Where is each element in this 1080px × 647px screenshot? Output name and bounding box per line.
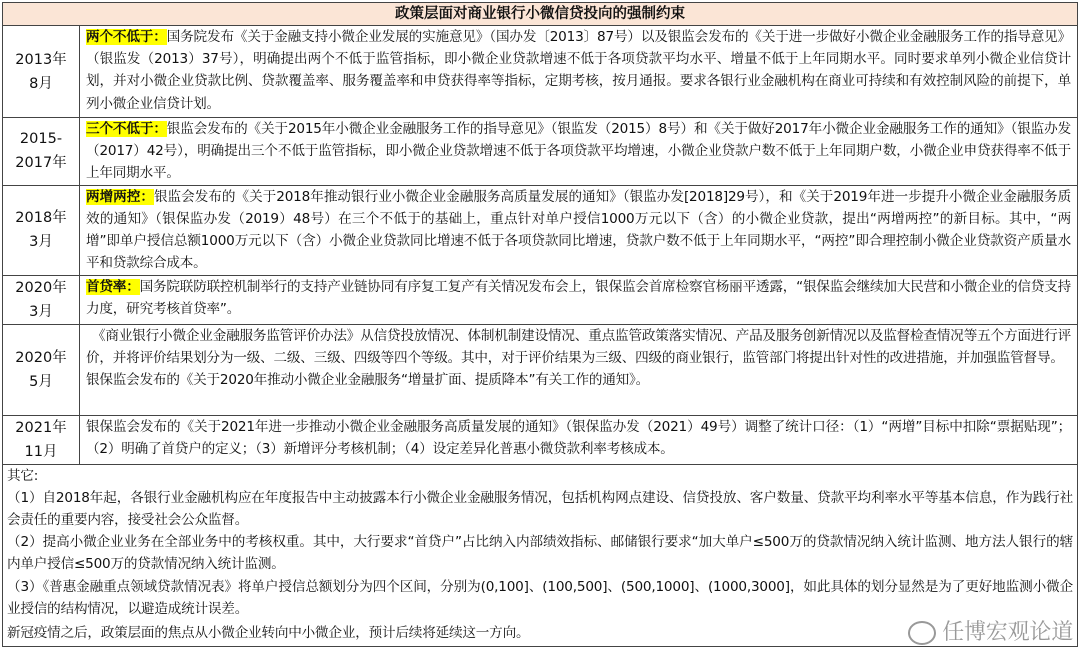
note-item: 新冠疫情之后，政策层面的焦点从小微企业转向中小微企业，预计后续将延续这一方向。 (7, 624, 530, 641)
row-date: 2013年 8月 (3, 26, 80, 117)
note-last-line (7, 620, 1073, 646)
row-text: 《商业银行小微企业金融服务监管评价办法》从信贷投放情况、体制机制建设情况、重点监管政策落实情况、产品及服务创新情况以及监督检查情况等五个方面进行评价，并将评价结果划分为一级、二级、三级、四级等四个等级。其中，对于评价结果为三级、四级的商业银行，监管部门将提出针对性的改进措施，并加强监管督导。 银保监会发布的《关于2020年推动小微企业金融服务“增量扩面、提质降本”有关工作的通知》。 (86, 327, 1071, 389)
table-title: 政策层面对商业银行小微信贷投向的强制约束 (3, 3, 1077, 26)
table-row (3, 276, 1077, 325)
table-row (3, 416, 1077, 465)
highlight-label: 首贷率： (86, 278, 140, 295)
row-date: 2020年 3月 (3, 276, 80, 324)
other-notes (3, 465, 1077, 646)
highlight-label: 两增两控： (86, 188, 154, 205)
wechat-icon (908, 621, 936, 645)
note-item: （1）自2018年起，各银行业金融机构应在年度报告中主动披露本行小微企业金融服务情况，包括机构网点建设、信贷投放、客户数量、贷款平均利率水平等基本信息，作为践行社会责任的重要内容，接受社会公众监督。 (7, 489, 1073, 529)
policy-table (2, 2, 1078, 647)
row-text: 两增两控：银监会发布的《关于2018年推动银行业小微企业金融服务高质量发展的通知》（银监办发[2018]29号），和《关于2019年进一步提升小微企业金融服务质效的通知》（银保监办发（2019）48号）在三个不低于的基础上，重点针对单户授信1000万元以下（含）的小微企业贷款，提出“两增两控”的新目标。其中，“两增”即单户授信总额1000万元以下（含）小微企业贷款同比增速不低于各项贷款同比增速，贷款户数不低于上年同期水平，“两控”即合理控制小微企业贷款资产质量水平和贷款综合成本。 (86, 188, 1071, 272)
row-date: 2018年 3月 (3, 186, 80, 275)
table-row (3, 186, 1077, 276)
highlight-label: 两个不低于： (86, 29, 167, 45)
table-row (3, 26, 1077, 118)
row-text: 两个不低于：国务院发布《关于金融支持小微企业发展的实施意见》（国办发〔2013〕87号）以及银监会发布的《关于进一步做好小微企业金融服务工作的指导意见》（银监发（2013）37号），明确提出两个不低于监管指标，即小微企业贷款增速不低于各项贷款平均水平、增量不低于上年同期水平。同时要求单列小微企业信贷计划，并对小微企业贷款比例、贷款覆盖率、服务覆盖率和申贷获得率等指标，定期考核，按月通报。要求各银行业金融机构在商业可持续和有效控制风险的前提下，单列小微企业信贷计划。 (86, 29, 1071, 112)
row-text: 三个不低于：银监会发布的《关于2015年小微企业金融服务工作的指导意见》（银监发（2015）8号）和《关于做好2017年小微企业金融服务工作的通知》（银监办发（2017）42号），明确提出三个不低于监管指标，即小微企业贷款增速不低于各项贷款平均增速，小微企业贷款户数不低于上年同期户数，小微企业申贷获得率不低于上年同期水平。 (86, 121, 1071, 182)
note-item: （3）《普惠金融重点领域贷款情况表》将单户授信总额划分为四个区间，分别为(0,100]、(100,500]、(500,1000]、(1000,3000]，如此具体的划分显然是为了更好地监测小微企业授信的结构情况，以避造成统计误差。 (7, 578, 1073, 617)
row-date: 2020年 5月 (3, 325, 80, 415)
row-date: 2021年 11月 (3, 416, 80, 464)
row-text: 银保监会发布的《关于2021年进一步推动小微企业金融服务高质量发展的通知》（银保监办发（2021）49号）调整了统计口径：（1）“两增”目标中扣除“票据贴现”；（2）明确了首贷户的定义；（3）新增评分考核机制；（4）设定差异化普惠小微贷款利率考核成本。 (86, 418, 1071, 457)
table-row (3, 118, 1077, 186)
row-date: 2015- 2017年 (3, 118, 80, 185)
highlight-label: 三个不低于： (86, 121, 167, 137)
table-row (3, 325, 1077, 416)
note-item: （2）提高小微企业业务在全部业务中的考核权重。其中，大行要求“首贷户”占比纳入内部绩效指标、邮储银行要求“加大单户≤500万的贷款情况纳入统计监测、地方法人银行的辖内单户授信≤500万的贷款情况纳入统计监测。 (7, 534, 1073, 573)
row-text: 首贷率：国务院联防联控机制举行的支持产业链协同有序复工复产有关情况发布会上，银保监会首席检察官杨丽平透露，“银保监会继续加大民营和小微企业的信贷支持力度，研究考核首贷率”。 (86, 278, 1071, 317)
watermark: 任博宏观论道 (908, 620, 1073, 646)
other-heading: 其它: (7, 467, 39, 484)
